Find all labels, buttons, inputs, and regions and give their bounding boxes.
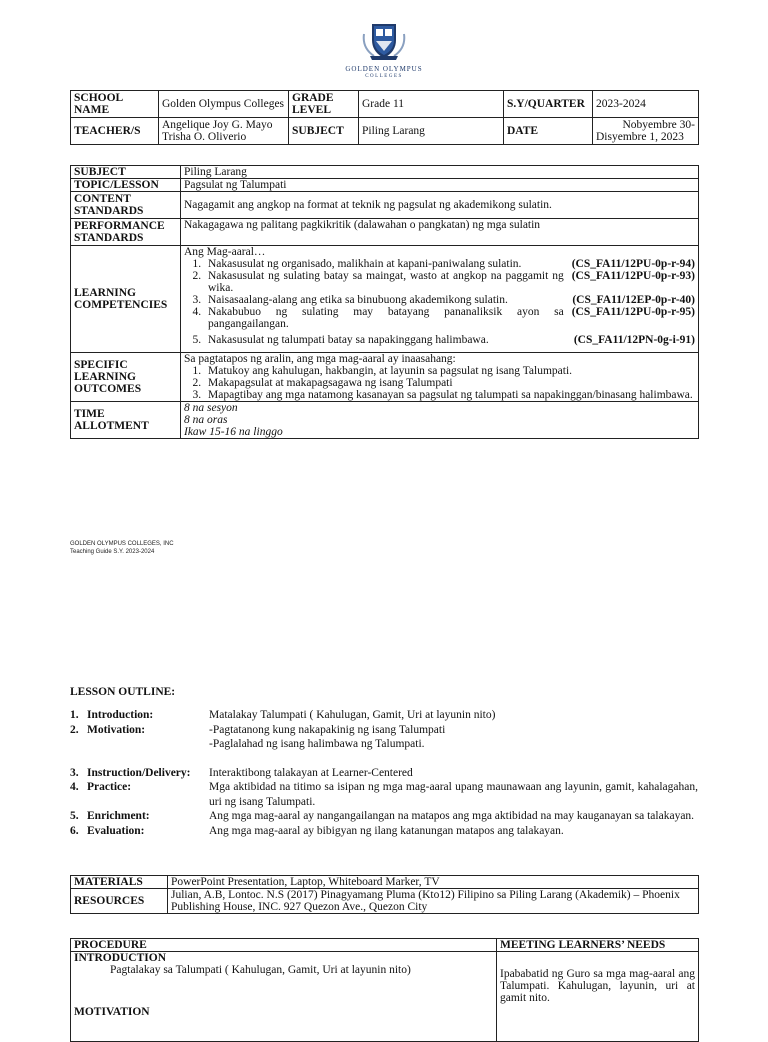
specific-outcomes-label: SPECIFIC LEARNING OUTCOMES <box>71 353 181 402</box>
date-label: DATE <box>504 118 593 145</box>
school-logo <box>0 20 768 81</box>
materials-label: MATERIALS <box>71 876 168 889</box>
sy-label: S.Y/QUARTER <box>504 91 593 118</box>
outline-item: 1. Introduction: Matalakay Talumpati ( Kahulugan, Gamit, Uri at layunin nito) <box>70 709 496 721</box>
introduction-text: Pagtalakay sa Talumpati ( Kahulugan, Gamit, Uri at layunin nito) <box>110 964 411 976</box>
list-item: 2. Nakasusulat ng sulating batay sa maingat, wasto at angkop na paggamit ng wika. (CS_FA11/12PU-0p-r-93) <box>204 270 695 294</box>
list-item: 1. Matukoy ang kahulugan, hakbangin, at layunin sa pagsulat ng isang Talumpati. <box>204 365 695 377</box>
grade-value: Grade 11 <box>359 91 504 118</box>
competencies-list <box>184 258 695 346</box>
competencies-intro: Ang Mag-aaral… <box>184 246 266 258</box>
materials-value: PowerPoint Presentation, Laptop, Whiteboard Marker, TV <box>168 876 699 889</box>
outline-item: 6. Evaluation: Ang mga mag-aaral ay bibigyan ng ilang katanungan matapos ang talakayan. <box>70 824 564 837</box>
grade-label: GRADE LEVEL <box>289 91 359 118</box>
date-value <box>593 118 699 145</box>
resources-label: RESOURCES <box>71 889 168 914</box>
content-standards-value: Nagagamit ang angkop na format at teknik ng pagsulat ng akademikong sulatin. <box>181 192 699 219</box>
learning-competencies-label: LEARNING COMPETENCIES <box>71 246 181 353</box>
header-table <box>70 90 699 145</box>
footer-line-2: Teaching Guide S.Y. 2023-2024 <box>70 549 155 555</box>
teacher-label: TEACHER/S <box>71 118 159 145</box>
brand-sub: COLLEGES <box>365 74 403 79</box>
materials-table <box>70 875 699 914</box>
outline-item: 4. Practice: Mga aktibidad na titimo sa isipan ng mga mag-aaral upang maunawaan ang layunin, gamit, kahalagahan, uri ng isang Talumpati. <box>70 781 698 808</box>
page-footer <box>70 540 174 556</box>
outcomes-intro: Sa pagtatapos ng aralin, ang mga mag-aaral ay inaasahang: <box>184 353 456 365</box>
list-item: 2. Makapagsulat at makapagsagawa ng isang Talumpati <box>204 377 695 389</box>
lesson-outline-title: LESSON OUTLINE: <box>70 686 176 698</box>
resources-value: Julian, A.B, Lontoc. N.S (2017) Pinagyamang Pluma (Kto12) Filipino sa Piling Larang (Akademik) – Phoenix Publishing House, INC. 927 Quezon Ave., Quezon City <box>168 889 699 914</box>
introduction-label: INTRODUCTION <box>74 952 167 964</box>
learners-needs-header: MEETING LEARNERS’ NEEDS <box>497 939 699 952</box>
school-value: Golden Olympus Colleges <box>159 91 289 118</box>
time-allotment-value: 8 na sesyon 8 na oras Ikaw 15-16 na linggo <box>181 402 699 439</box>
time-allotment-label: TIME ALLOTMENT <box>71 402 181 439</box>
list-item: 3. Naisasaalang-alang ang etika sa binubuong akademikong sulatin. (CS_FA11/12EP-0p-r-40) <box>204 294 695 306</box>
school-label: SCHOOL NAME <box>71 91 159 118</box>
lesson-info-table <box>70 165 699 439</box>
learners-needs-text: Ipababatid ng Guro sa mga mag-aaral ang Talumpati. Kahulugan, layunin, uri at gamit nito. <box>497 952 699 1042</box>
list-item: 5. Nakasusulat ng talumpati batay sa napakinggang halimbawa. (CS_FA11/12PN-0g-i-91) <box>204 334 695 346</box>
list-item: 4. Nakabubuo ng sulating may batayang pananaliksik ayon sa pangangailangan. (CS_FA11/12PU-0p-r-95) <box>204 306 695 330</box>
procedure-table <box>70 938 699 1042</box>
content-standards-label: CONTENT STANDARDS <box>71 192 181 219</box>
procedure-cell <box>71 952 497 1042</box>
subject-label: SUBJECT <box>289 118 359 145</box>
footer-line-1: GOLDEN OLYMPUS COLLEGES, INC <box>70 541 174 547</box>
crest-icon <box>360 20 408 64</box>
list-item: 3. Mapagtibay ang mga natamong kasanayan sa pagsulat ng talumpati sa napakinggan/binasang halimbawa. <box>204 389 695 401</box>
subject-row-label: SUBJECT <box>71 166 181 179</box>
outline-item: 2. Motivation: -Pagtatanong kung nakapakinig ng isang Talumpati <box>70 723 446 736</box>
subject-value: Piling Larang <box>359 118 504 145</box>
teacher-line-2: Trisha O. Oliverio <box>162 131 247 143</box>
outcomes-list <box>184 365 695 401</box>
date-line-2: Disyembre 1, 2023 <box>596 131 684 143</box>
list-item: 1. Nakasusulat ng organisado, malikhain at kapani-paniwalang sulatin. (CS_FA11/12PU-0p-r-94) <box>204 258 695 270</box>
teacher-line-1: Angelique Joy G. Mayo <box>162 119 273 131</box>
procedure-header: PROCEDURE <box>71 939 497 952</box>
motivation-label: MOTIVATION <box>74 1006 150 1018</box>
date-line-1: Nobyembre 30- <box>622 119 695 131</box>
performance-standards-value: Nakagagawa ng palitang pagkikritik (dalawahan o pangkatan) ng mga sulatin <box>181 219 699 246</box>
performance-standards-label: PERFORMANCE STANDARDS <box>71 219 181 246</box>
specific-outcomes-cell <box>181 353 699 402</box>
teacher-value <box>159 118 289 145</box>
topic-label: TOPIC/LESSON <box>71 179 181 192</box>
outline-item: -Paglalahad ng isang halimbawa ng Talumpati. <box>209 738 425 750</box>
outline-item: 5. Enrichment: Ang mga mag-aaral ay nangangailangan na matapos ang mga aktibidad na may kauganayan sa talakayan. <box>70 810 695 822</box>
topic-value: Pagsulat ng Talumpati <box>181 179 699 192</box>
learning-competencies-cell <box>181 246 699 353</box>
lesson-outline <box>70 708 698 838</box>
outline-item: 3. Instruction/Delivery: Interaktibong talakayan at Learner-Centered <box>70 766 413 779</box>
subject-row-value: Piling Larang <box>181 166 699 179</box>
brand-name: GOLDEN OLYMPUS <box>345 65 423 73</box>
sy-value: 2023-2024 <box>593 91 699 118</box>
